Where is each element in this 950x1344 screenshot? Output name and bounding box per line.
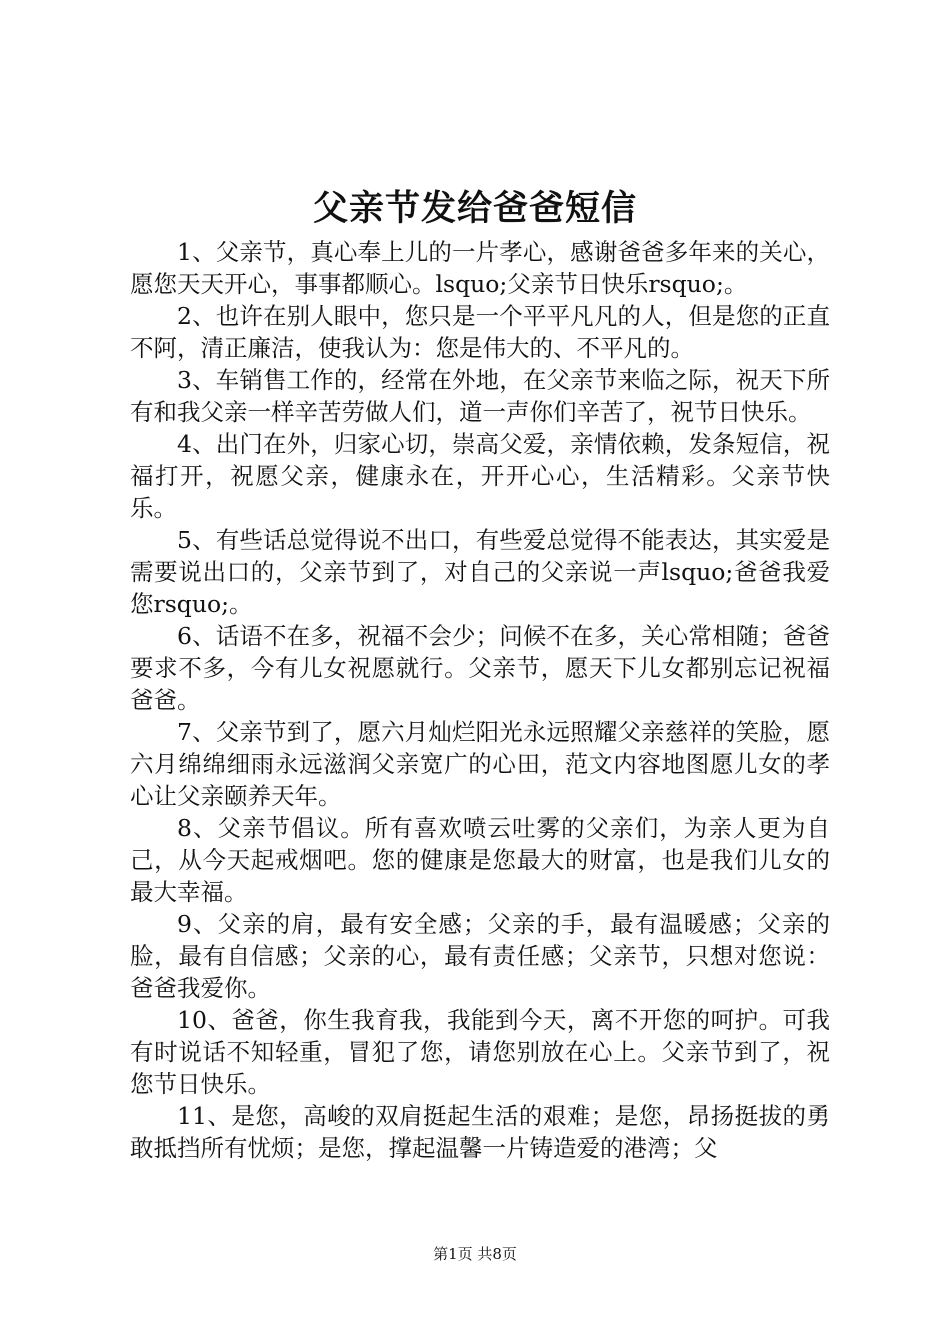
page-number-footer: 第1页 共8页	[433, 1245, 517, 1263]
document-title: 父亲节发给爸爸短信	[312, 188, 637, 229]
paragraph-11: 11、是您，高峻的双肩挺起生活的艰难；是您，昂扬挺拔的勇敢抵挡所有忧烦；是您，撑起温馨一片铸造爱的港湾；父	[130, 1102, 830, 1162]
paragraph-5: 5、有些话总觉得说不出口，有些爱总觉得不能表达，其实爱是需要说出口的，父亲节到了，对自己的父亲说一声lsquo;爸爸我爱您rsquo;。	[130, 526, 830, 618]
paragraph-7: 7、父亲节到了，愿六月灿烂阳光永远照耀父亲慈祥的笑脸，愿六月绵绵细雨永远滋润父亲宽广的心田，范文内容地图愿儿女的孝心让父亲颐养天年。	[130, 718, 830, 810]
paragraph-8: 8、父亲节倡议。所有喜欢喷云吐雾的父亲们，为亲人更为自己，从今天起戒烟吧。您的健康是您最大的财富，也是我们儿女的最大幸福。	[130, 814, 830, 906]
paragraph-10: 10、爸爸，你生我育我，我能到今天，离不开您的呵护。可我有时说话不知轻重，冒犯了您，请您别放在心上。父亲节到了，祝您节日快乐。	[130, 1006, 830, 1098]
paragraph-4: 4、出门在外，归家心切，崇高父爱，亲情依赖，发条短信，祝福打开，祝愿父亲，健康永在，开开心心，生活精彩。父亲节快乐。	[130, 430, 830, 522]
paragraph-9: 9、父亲的肩，最有安全感；父亲的手，最有温暖感；父亲的脸，最有自信感；父亲的心，最有责任感；父亲节，只想对您说：爸爸我爱你。	[130, 910, 830, 1002]
document-body	[130, 236, 830, 1164]
paragraph-3: 3、车销售工作的，经常在外地，在父亲节来临之际，祝天下所有和我父亲一样辛苦劳做人们，道一声你们辛苦了，祝节日快乐。	[130, 366, 830, 426]
paragraph-2: 2、也许在别人眼中，您只是一个平平凡凡的人，但是您的正直不阿，清正廉洁，使我认为：您是伟大的、不平凡的。	[130, 302, 830, 362]
paragraph-1: 1、父亲节，真心奉上儿的一片孝心，感谢爸爸多年来的关心，愿您天天开心，事事都顺心。lsquo;父亲节日快乐rsquo;。	[130, 238, 830, 298]
paragraph-6: 6、话语不在多，祝福不会少；问候不在多，关心常相随；爸爸要求不多，今有儿女祝愿就行。父亲节，愿天下儿女都别忘记祝福爸爸。	[130, 622, 830, 714]
